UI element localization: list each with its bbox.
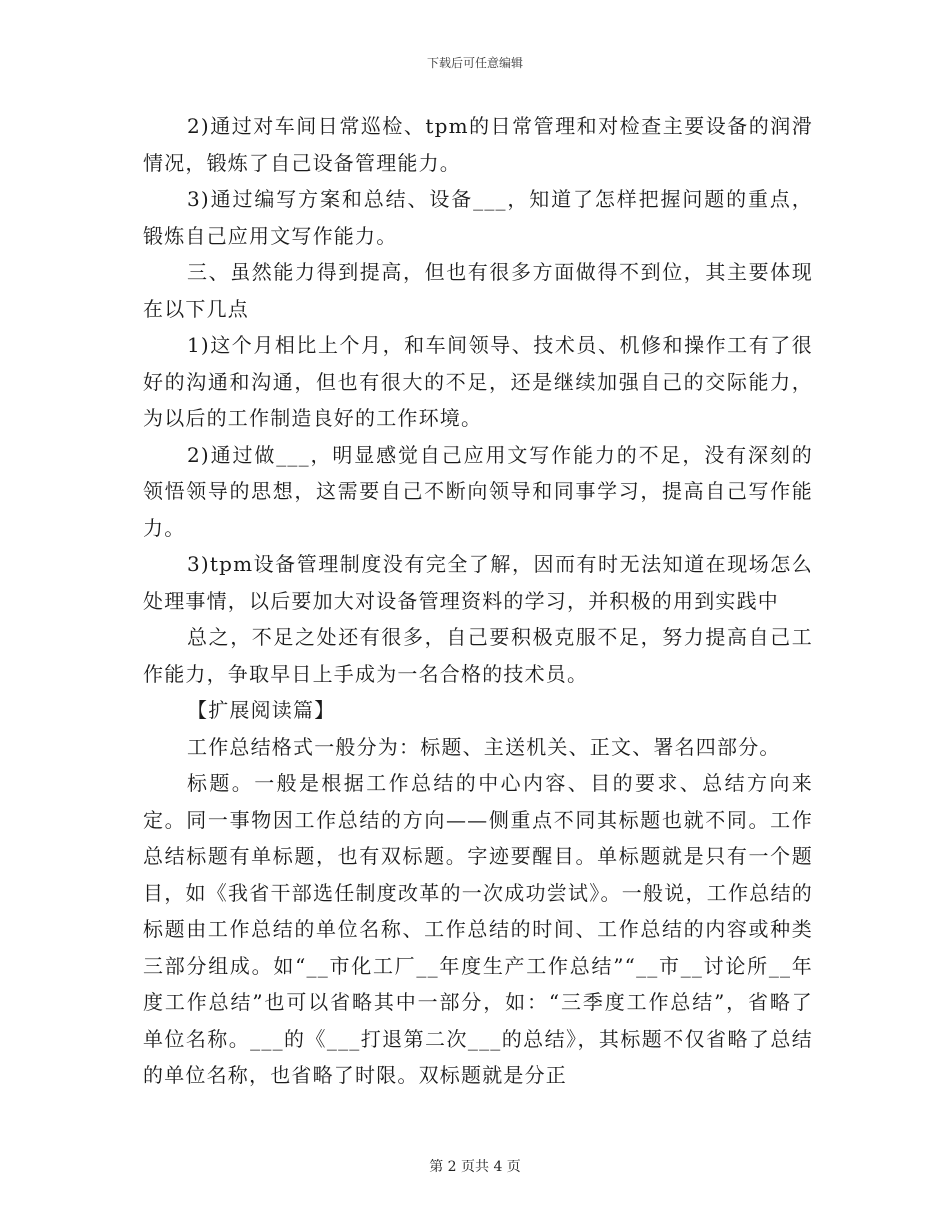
section-heading-extended-reading: 【扩展阅读篇】 — [187, 698, 336, 722]
paragraph-1: 2)通过对车间日常巡检、tpm的日常管理和对检查主要设备的润滑情况，锻炼了自己设备管理能力。 — [143, 114, 813, 175]
paragraph-4: 1)这个月相比上个月，和车间领导、技术员、机修和操作工有了很好的沟通和沟通，但也有很大的不足，还是继续加强自己的交际能力，为以后的工作制造良好的工作环境。 — [143, 333, 813, 430]
page-number-footer: 第 2 页共 4 页 — [429, 1159, 521, 1175]
paragraph-7: 总之，不足之处还有很多，自己要积极克服不足，努力提高自己工作能力，争取早日上手成为一名合格的技术员。 — [143, 625, 813, 686]
paragraph-9: 工作总结格式一般分为：标题、主送机关、正文、署名四部分。 — [187, 734, 781, 759]
paragraph-5: 2)通过做___，明显感觉自己应用文写作能力的不足，没有深刻的领悟领导的思想，这需要自己不断向领导和同事学习，提高自己写作能力。 — [143, 442, 813, 540]
page-header: 下载后可任意编辑 — [426, 56, 523, 70]
paragraph-3: 三、虽然能力得到提高，但也有很多方面做得不到位，其主要体现在以下几点 — [143, 260, 813, 321]
paragraph-6: 3)tpm设备管理制度没有完全了解，因而有时无法知道在现场怎么处理事情，以后要加大对设备管理资料的学习，并积极的用到实践中 — [143, 552, 813, 613]
paragraph-2: 3)通过编写方案和总结、设备___，知道了怎样把握问题的重点，锻炼自己应用文写作能力。 — [143, 187, 813, 248]
paragraph-10: 标题。一般是根据工作总结的中心内容、目的要求、总结方向来定。同一事物因工作总结的方向——侧重点不同其标题也就不同。工作总结标题有单标题，也有双标题。字迹要醒目。单标题就是只有一个题目，如《我省干部选任制度改革的一次成功尝试》。一般说，工作总结的标题由工作总结的单位名称、工作总结的时间、工作总结的内容或种类三部分组成。如“__市化工厂__年度生产工作总结”“__市__讨论所__年度工作总结”也可以省略其中一部分，如：“三季度工作总结”，省略了单位名称。___的《___打退第二次___的总结》，其标题不仅省略了总结的单位名称，也省略了时限。双标题就是分正 — [143, 771, 813, 1087]
document-body — [143, 108, 813, 1094]
